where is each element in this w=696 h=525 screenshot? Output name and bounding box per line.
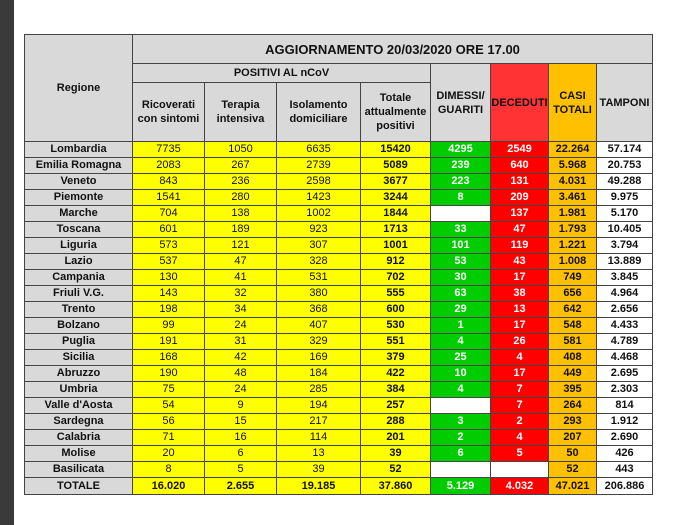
cell-casi: 50 (549, 446, 597, 462)
cell-ricoverati: 7735 (133, 142, 205, 158)
cell-isolamento: 1423 (277, 190, 361, 206)
cell-isolamento: 531 (277, 270, 361, 286)
cell-regione: Calabria (25, 430, 133, 446)
cell-dimessi: 2 (431, 430, 491, 446)
total-isolamento: 19.185 (277, 478, 361, 495)
cell-isolamento: 285 (277, 382, 361, 398)
total-casi: 47.021 (549, 478, 597, 495)
header-dimessi (431, 64, 491, 142)
cell-isolamento: 328 (277, 254, 361, 270)
cell-deceduti: 17 (491, 270, 549, 286)
cell-casi: 3.461 (549, 190, 597, 206)
cell-terapia: 121 (205, 238, 277, 254)
cell-ricoverati: 573 (133, 238, 205, 254)
cell-dimessi: 101 (431, 238, 491, 254)
cell-terapia: 16 (205, 430, 277, 446)
cell-isolamento: 169 (277, 350, 361, 366)
cell-tamponi: 3.794 (597, 238, 653, 254)
cell-totale: 1844 (361, 206, 431, 222)
cell-casi: 449 (549, 366, 597, 382)
cell-regione: Lazio (25, 254, 133, 270)
total-deceduti: 4.032 (491, 478, 549, 495)
header-totale-line3: positivi (376, 120, 415, 132)
cell-dimessi: 223 (431, 174, 491, 190)
cell-terapia: 280 (205, 190, 277, 206)
cell-ricoverati: 843 (133, 174, 205, 190)
cell-totale: 5089 (361, 158, 431, 174)
cell-regione: Valle d'Aosta (25, 398, 133, 414)
cell-regione: Basilicata (25, 462, 133, 478)
cell-dimessi: 4 (431, 334, 491, 350)
cell-casi: 548 (549, 318, 597, 334)
cell-regione: Molise (25, 446, 133, 462)
table-row (25, 142, 653, 158)
cell-terapia: 42 (205, 350, 277, 366)
cell-deceduti: 13 (491, 302, 549, 318)
total-tamponi: 206.886 (597, 478, 653, 495)
total-dimessi: 5.129 (431, 478, 491, 495)
cell-regione: Toscana (25, 222, 133, 238)
header-terapia (205, 83, 277, 142)
header-dimessi-line1: DIMESSI/ (436, 89, 485, 102)
cell-ricoverati: 198 (133, 302, 205, 318)
cell-tamponi: 4.789 (597, 334, 653, 350)
cell-terapia: 138 (205, 206, 277, 222)
table-row (25, 430, 653, 446)
cell-totale: 912 (361, 254, 431, 270)
cell-terapia: 48 (205, 366, 277, 382)
cell-isolamento: 184 (277, 366, 361, 382)
cell-totale: 1001 (361, 238, 431, 254)
cell-regione: Puglia (25, 334, 133, 350)
cell-deceduti: 5 (491, 446, 549, 462)
total-totale: 37.860 (361, 478, 431, 495)
header-totale-positivi (361, 83, 431, 142)
cell-casi: 22.264 (549, 142, 597, 158)
cell-terapia: 236 (205, 174, 277, 190)
cell-ricoverati: 537 (133, 254, 205, 270)
cell-deceduti: 17 (491, 318, 549, 334)
cell-regione: Liguria (25, 238, 133, 254)
table-row (25, 318, 653, 334)
cell-deceduti: 131 (491, 174, 549, 190)
cell-deceduti: 47 (491, 222, 549, 238)
total-terapia: 2.655 (205, 478, 277, 495)
header-terapia-line1: Terapia (221, 99, 260, 111)
cell-isolamento: 307 (277, 238, 361, 254)
cell-totale: 288 (361, 414, 431, 430)
cell-terapia: 32 (205, 286, 277, 302)
cell-regione: Abruzzo (25, 366, 133, 382)
cell-terapia: 1050 (205, 142, 277, 158)
cell-terapia: 34 (205, 302, 277, 318)
cell-regione: Sardegna (25, 414, 133, 430)
cell-ricoverati: 8 (133, 462, 205, 478)
cell-deceduti: 119 (491, 238, 549, 254)
table-row (25, 446, 653, 462)
cell-totale: 379 (361, 350, 431, 366)
cell-isolamento: 2598 (277, 174, 361, 190)
cell-tamponi: 9.975 (597, 190, 653, 206)
cell-totale: 600 (361, 302, 431, 318)
cell-dimessi: 8 (431, 190, 491, 206)
table-row (25, 286, 653, 302)
cell-casi: 52 (549, 462, 597, 478)
cell-tamponi: 49.288 (597, 174, 653, 190)
cell-ricoverati: 54 (133, 398, 205, 414)
cell-isolamento: 380 (277, 286, 361, 302)
cell-casi: 293 (549, 414, 597, 430)
cell-tamponi: 4.468 (597, 350, 653, 366)
header-ricoverati-line1: Ricoverati (141, 99, 196, 111)
cell-ricoverati: 168 (133, 350, 205, 366)
cell-dimessi: 4295 (431, 142, 491, 158)
cell-terapia: 6 (205, 446, 277, 462)
covid-regional-table (24, 34, 653, 495)
cell-regione: Sicilia (25, 350, 133, 366)
cell-dimessi: 63 (431, 286, 491, 302)
cell-tamponi: 13.889 (597, 254, 653, 270)
cell-deceduti: 209 (491, 190, 549, 206)
cell-ricoverati: 704 (133, 206, 205, 222)
cell-ricoverati: 99 (133, 318, 205, 334)
cell-regione: Piemonte (25, 190, 133, 206)
cell-regione: Trento (25, 302, 133, 318)
cell-tamponi: 20.753 (597, 158, 653, 174)
cell-dimessi: 1 (431, 318, 491, 334)
cell-dimessi: 25 (431, 350, 491, 366)
cell-totale: 39 (361, 446, 431, 462)
cell-casi: 264 (549, 398, 597, 414)
table-row (25, 254, 653, 270)
cell-totale: 52 (361, 462, 431, 478)
cell-deceduti: 137 (491, 206, 549, 222)
cell-regione: Umbria (25, 382, 133, 398)
header-casi-line1: CASI (559, 89, 586, 102)
cell-terapia: 5 (205, 462, 277, 478)
cell-totale: 702 (361, 270, 431, 286)
cell-deceduti: 26 (491, 334, 549, 350)
cell-casi: 207 (549, 430, 597, 446)
header-casi-line2: TOTALI (553, 103, 592, 116)
cell-terapia: 267 (205, 158, 277, 174)
header-isolamento-line1: Isolamento (289, 99, 348, 111)
cell-isolamento: 39 (277, 462, 361, 478)
cell-casi: 1.008 (549, 254, 597, 270)
cell-ricoverati: 130 (133, 270, 205, 286)
header-terapia-line2: intensiva (216, 113, 265, 125)
cell-regione: Lombardia (25, 142, 133, 158)
table-row (25, 222, 653, 238)
cell-dimessi: 30 (431, 270, 491, 286)
cell-dimessi (431, 398, 491, 414)
table-row (25, 350, 653, 366)
cell-dimessi: 10 (431, 366, 491, 382)
table-row (25, 398, 653, 414)
cell-terapia: 24 (205, 318, 277, 334)
cell-terapia: 31 (205, 334, 277, 350)
table-title: AGGIORNAMENTO 20/03/2020 ORE 17.00 (133, 35, 653, 64)
cell-terapia: 15 (205, 414, 277, 430)
cell-totale: 257 (361, 398, 431, 414)
cell-tamponi: 10.405 (597, 222, 653, 238)
window-edge-strip (0, 0, 14, 525)
table-row (25, 334, 653, 350)
cell-totale: 201 (361, 430, 431, 446)
cell-tamponi: 2.690 (597, 430, 653, 446)
cell-totale: 15420 (361, 142, 431, 158)
cell-regione: Bolzano (25, 318, 133, 334)
cell-deceduti: 640 (491, 158, 549, 174)
cell-tamponi: 4.964 (597, 286, 653, 302)
cell-regione: Campania (25, 270, 133, 286)
data-table-container (24, 34, 653, 495)
cell-dimessi (431, 462, 491, 478)
table-row (25, 270, 653, 286)
cell-ricoverati: 143 (133, 286, 205, 302)
cell-casi: 749 (549, 270, 597, 286)
cell-totale: 384 (361, 382, 431, 398)
cell-deceduti (491, 462, 549, 478)
cell-ricoverati: 2083 (133, 158, 205, 174)
cell-terapia: 9 (205, 398, 277, 414)
cell-ricoverati: 1541 (133, 190, 205, 206)
cell-deceduti: 2 (491, 414, 549, 430)
cell-isolamento: 13 (277, 446, 361, 462)
total-row (25, 478, 653, 495)
header-ricoverati (133, 83, 205, 142)
cell-terapia: 24 (205, 382, 277, 398)
cell-isolamento: 329 (277, 334, 361, 350)
table-row (25, 206, 653, 222)
table-row (25, 190, 653, 206)
cell-deceduti: 7 (491, 382, 549, 398)
cell-isolamento: 217 (277, 414, 361, 430)
header-totale-line1: Totale (379, 92, 412, 104)
cell-totale: 422 (361, 366, 431, 382)
cell-tamponi: 814 (597, 398, 653, 414)
cell-ricoverati: 190 (133, 366, 205, 382)
header-totale-line2: attualmente (364, 106, 427, 118)
cell-casi: 581 (549, 334, 597, 350)
header-positivi-group: POSITIVI AL nCoV (133, 64, 431, 83)
cell-terapia: 47 (205, 254, 277, 270)
cell-totale: 551 (361, 334, 431, 350)
table-row (25, 414, 653, 430)
cell-tamponi: 3.845 (597, 270, 653, 286)
cell-tamponi: 4.433 (597, 318, 653, 334)
cell-dimessi (431, 206, 491, 222)
cell-tamponi: 2.695 (597, 366, 653, 382)
cell-dimessi: 6 (431, 446, 491, 462)
cell-casi: 408 (549, 350, 597, 366)
cell-tamponi: 2.303 (597, 382, 653, 398)
cell-isolamento: 114 (277, 430, 361, 446)
cell-tamponi: 1.912 (597, 414, 653, 430)
cell-ricoverati: 75 (133, 382, 205, 398)
cell-ricoverati: 71 (133, 430, 205, 446)
table-row (25, 302, 653, 318)
cell-isolamento: 1002 (277, 206, 361, 222)
cell-regione: Friuli V.G. (25, 286, 133, 302)
cell-casi: 5.968 (549, 158, 597, 174)
table-row (25, 382, 653, 398)
table-row (25, 174, 653, 190)
cell-deceduti: 2549 (491, 142, 549, 158)
cell-casi: 656 (549, 286, 597, 302)
cell-tamponi: 443 (597, 462, 653, 478)
cell-dimessi: 53 (431, 254, 491, 270)
cell-casi: 395 (549, 382, 597, 398)
header-casi (549, 64, 597, 142)
header-ricoverati-line2: con sintomi (137, 113, 200, 125)
cell-terapia: 41 (205, 270, 277, 286)
cell-ricoverati: 56 (133, 414, 205, 430)
cell-terapia: 189 (205, 222, 277, 238)
cell-deceduti: 17 (491, 366, 549, 382)
cell-deceduti: 7 (491, 398, 549, 414)
cell-totale: 555 (361, 286, 431, 302)
cell-casi: 1.793 (549, 222, 597, 238)
cell-regione: Veneto (25, 174, 133, 190)
cell-ricoverati: 20 (133, 446, 205, 462)
cell-isolamento: 2739 (277, 158, 361, 174)
cell-regione: Emilia Romagna (25, 158, 133, 174)
cell-ricoverati: 601 (133, 222, 205, 238)
cell-totale: 1713 (361, 222, 431, 238)
cell-dimessi: 239 (431, 158, 491, 174)
total-regione: TOTALE (25, 478, 133, 495)
cell-tamponi: 426 (597, 446, 653, 462)
cell-dimessi: 33 (431, 222, 491, 238)
cell-tamponi: 57.174 (597, 142, 653, 158)
cell-regione: Marche (25, 206, 133, 222)
cell-deceduti: 38 (491, 286, 549, 302)
cell-tamponi: 5.170 (597, 206, 653, 222)
cell-casi: 1.981 (549, 206, 597, 222)
cell-dimessi: 3 (431, 414, 491, 430)
table-row (25, 366, 653, 382)
cell-deceduti: 4 (491, 350, 549, 366)
table-row (25, 462, 653, 478)
header-isolamento (277, 83, 361, 142)
cell-isolamento: 194 (277, 398, 361, 414)
cell-totale: 530 (361, 318, 431, 334)
cell-totale: 3677 (361, 174, 431, 190)
cell-totale: 3244 (361, 190, 431, 206)
cell-isolamento: 6635 (277, 142, 361, 158)
table-row (25, 158, 653, 174)
table-body (25, 142, 653, 495)
header-dimessi-line2: GUARITI (437, 103, 484, 116)
cell-casi: 642 (549, 302, 597, 318)
cell-ricoverati: 191 (133, 334, 205, 350)
cell-casi: 4.031 (549, 174, 597, 190)
header-tamponi: TAMPONI (597, 64, 653, 142)
cell-deceduti: 43 (491, 254, 549, 270)
header-regione: Regione (25, 35, 133, 142)
total-ricoverati: 16.020 (133, 478, 205, 495)
cell-casi: 1.221 (549, 238, 597, 254)
cell-dimessi: 29 (431, 302, 491, 318)
cell-isolamento: 407 (277, 318, 361, 334)
cell-deceduti: 4 (491, 430, 549, 446)
header-isolamento-line2: domiciliare (289, 113, 348, 125)
cell-dimessi: 4 (431, 382, 491, 398)
header-deceduti: DECEDUTI (491, 64, 549, 142)
cell-isolamento: 368 (277, 302, 361, 318)
table-row (25, 238, 653, 254)
cell-tamponi: 2.656 (597, 302, 653, 318)
cell-isolamento: 923 (277, 222, 361, 238)
